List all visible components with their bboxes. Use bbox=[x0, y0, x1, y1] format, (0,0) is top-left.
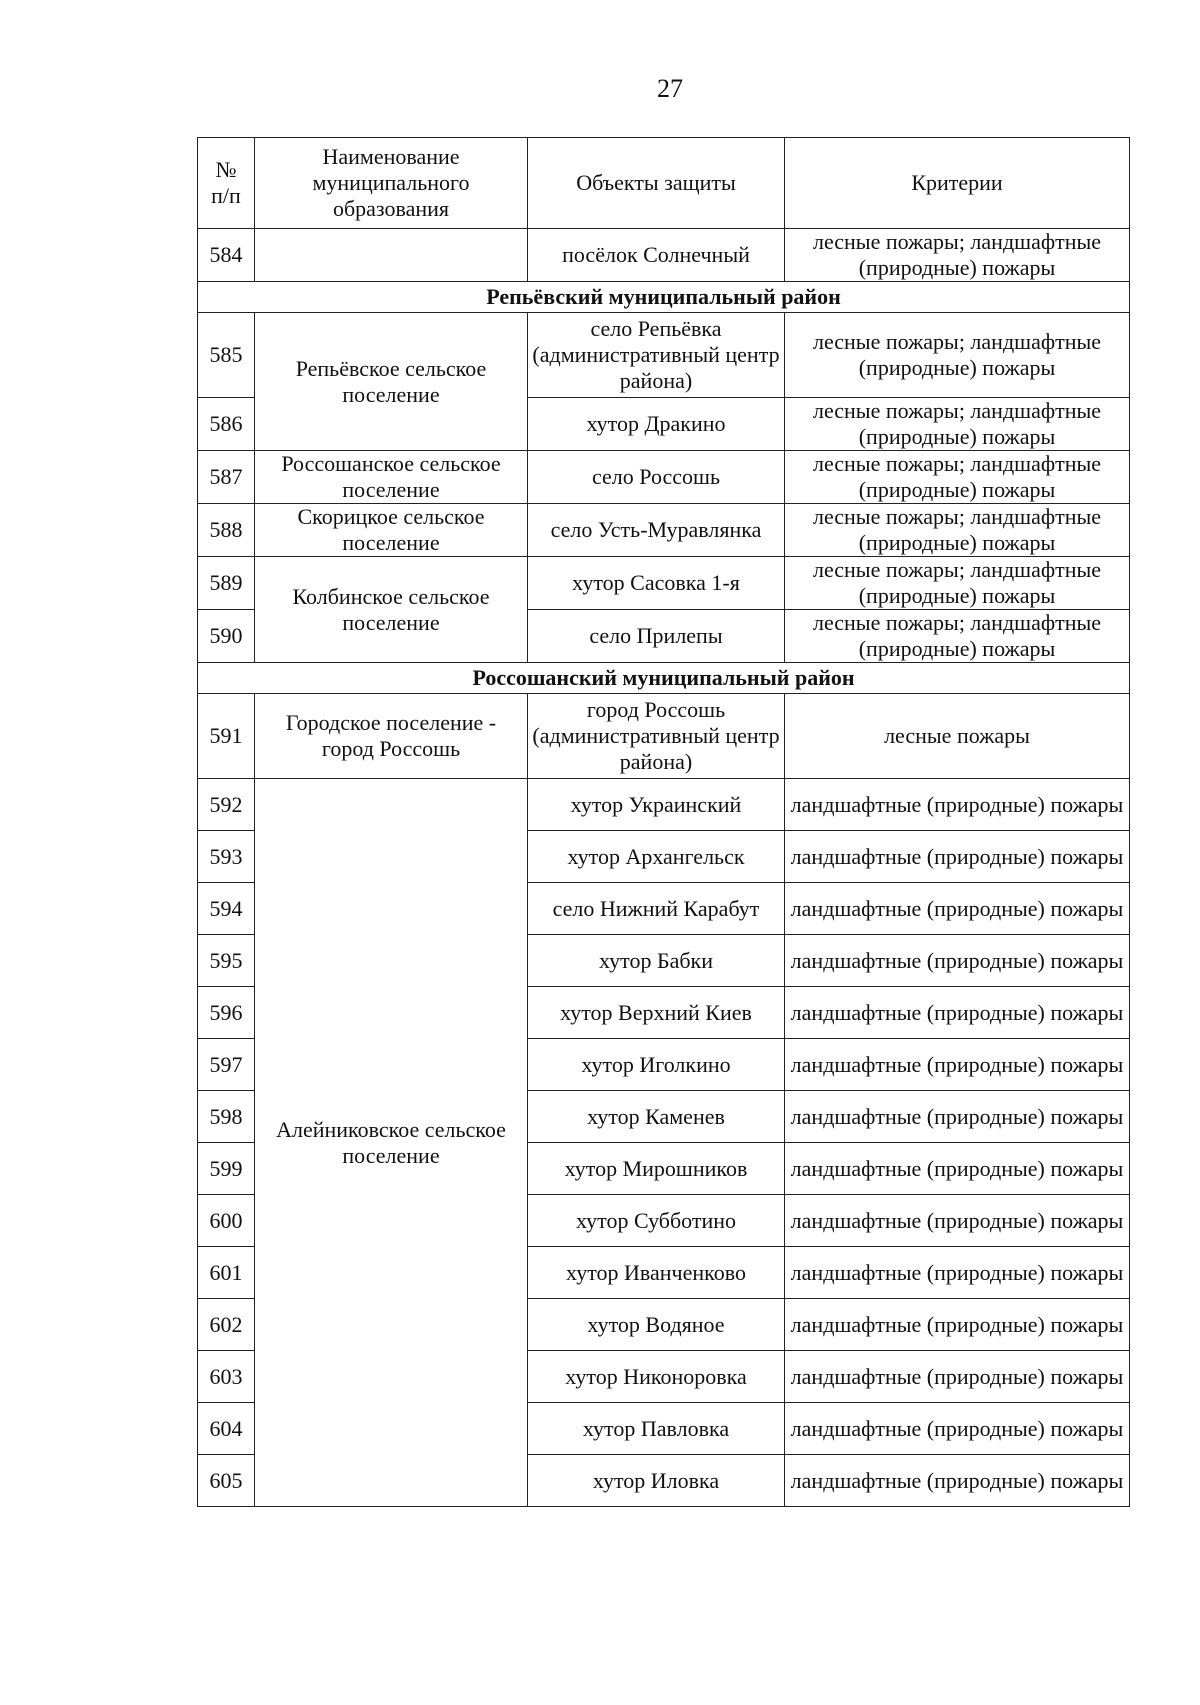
row-number: 605 bbox=[198, 1455, 255, 1507]
row-number: 604 bbox=[198, 1403, 255, 1455]
municipality-cell: Скорицкое сельское поселение bbox=[255, 504, 528, 557]
object-cell: хутор Сасовка 1-я bbox=[528, 557, 785, 610]
table-row bbox=[198, 504, 1130, 557]
criteria-cell: лесные пожары; ландшафтные (природные) пожары bbox=[785, 313, 1130, 398]
object-cell: хутор Водяное bbox=[528, 1299, 785, 1351]
object-cell: село Прилепы bbox=[528, 610, 785, 663]
object-cell: село Нижний Карабут bbox=[528, 883, 785, 935]
object-cell: хутор Верхний Киев bbox=[528, 987, 785, 1039]
row-number: 584 bbox=[198, 229, 255, 282]
municipality-cell: Городское поселение - город Россошь bbox=[255, 694, 528, 779]
criteria-cell: ландшафтные (природные) пожары bbox=[785, 1091, 1130, 1143]
criteria-cell: лесные пожары; ландшафтные (природные) пожары bbox=[785, 398, 1130, 451]
municipality-cell bbox=[255, 229, 528, 282]
criteria-cell: ландшафтные (природные) пожары bbox=[785, 831, 1130, 883]
object-cell: село Усть-Муравлянка bbox=[528, 504, 785, 557]
table-row bbox=[198, 779, 1130, 831]
criteria-cell: ландшафтные (природные) пожары bbox=[785, 1455, 1130, 1507]
row-number: 593 bbox=[198, 831, 255, 883]
row-number: 590 bbox=[198, 610, 255, 663]
criteria-cell: ландшафтные (природные) пожары bbox=[785, 1247, 1130, 1299]
object-cell: хутор Бабки bbox=[528, 935, 785, 987]
page-number: 27 bbox=[657, 74, 683, 103]
municipality-cell: Репьёвское сельское поселение bbox=[255, 313, 528, 451]
row-number: 592 bbox=[198, 779, 255, 831]
row-number: 601 bbox=[198, 1247, 255, 1299]
criteria-cell: лесные пожары bbox=[785, 694, 1130, 779]
object-cell: хутор Павловка bbox=[528, 1403, 785, 1455]
district-row bbox=[198, 282, 1130, 313]
criteria-cell: ландшафтные (природные) пожары bbox=[785, 1299, 1130, 1351]
criteria-cell: ландшафтные (природные) пожары bbox=[785, 1403, 1130, 1455]
row-number: 598 bbox=[198, 1091, 255, 1143]
municipality-cell: Колбинское сельское поселение bbox=[255, 557, 528, 663]
object-cell: хутор Иловка bbox=[528, 1455, 785, 1507]
row-number: 600 bbox=[198, 1195, 255, 1247]
municipality-cell: Алейниковское сельское поселение bbox=[255, 779, 528, 1507]
object-cell: город Россошь (административный центр района) bbox=[528, 694, 785, 779]
row-number: 587 bbox=[198, 451, 255, 504]
row-number: 594 bbox=[198, 883, 255, 935]
row-number: 595 bbox=[198, 935, 255, 987]
object-cell: село Репьёвка (административный центр района) bbox=[528, 313, 785, 398]
row-number: 602 bbox=[198, 1299, 255, 1351]
header-objects: Объекты защиты bbox=[528, 138, 785, 229]
table-row bbox=[198, 229, 1130, 282]
object-cell: хутор Дракино bbox=[528, 398, 785, 451]
table-row bbox=[198, 557, 1130, 610]
criteria-cell: лесные пожары; ландшафтные (природные) пожары bbox=[785, 557, 1130, 610]
criteria-cell: ландшафтные (природные) пожары bbox=[785, 779, 1130, 831]
object-cell: хутор Мирошников bbox=[528, 1143, 785, 1195]
object-cell: хутор Иголкино bbox=[528, 1039, 785, 1091]
criteria-cell: лесные пожары; ландшафтные (природные) пожары bbox=[785, 451, 1130, 504]
protection-objects-table bbox=[197, 137, 1130, 1507]
object-cell: село Россошь bbox=[528, 451, 785, 504]
district-title: Россошанский муниципальный район bbox=[198, 663, 1130, 694]
row-number: 589 bbox=[198, 557, 255, 610]
table-header-row bbox=[198, 138, 1130, 229]
row-number: 586 bbox=[198, 398, 255, 451]
criteria-cell: ландшафтные (природные) пожары bbox=[785, 1351, 1130, 1403]
row-number: 588 bbox=[198, 504, 255, 557]
criteria-cell: ландшафтные (природные) пожары bbox=[785, 883, 1130, 935]
row-number: 596 bbox=[198, 987, 255, 1039]
criteria-cell: ландшафтные (природные) пожары bbox=[785, 987, 1130, 1039]
row-number: 603 bbox=[198, 1351, 255, 1403]
district-title: Репьёвский муниципальный район bbox=[198, 282, 1130, 313]
criteria-cell: ландшафтные (природные) пожары bbox=[785, 1143, 1130, 1195]
row-number: 597 bbox=[198, 1039, 255, 1091]
object-cell: посёлок Солнечный bbox=[528, 229, 785, 282]
object-cell: хутор Иванченково bbox=[528, 1247, 785, 1299]
criteria-cell: ландшафтные (природные) пожары bbox=[785, 935, 1130, 987]
object-cell: хутор Украинский bbox=[528, 779, 785, 831]
criteria-cell: ландшафтные (природные) пожары bbox=[785, 1039, 1130, 1091]
municipality-cell: Россошанское сельское поселение bbox=[255, 451, 528, 504]
row-number: 585 bbox=[198, 313, 255, 398]
table-row bbox=[198, 313, 1130, 398]
header-num: № п/п bbox=[198, 138, 255, 229]
header-criteria: Критерии bbox=[785, 138, 1130, 229]
row-number: 591 bbox=[198, 694, 255, 779]
object-cell: хутор Субботино bbox=[528, 1195, 785, 1247]
table-row bbox=[198, 451, 1130, 504]
object-cell: хутор Архангельск bbox=[528, 831, 785, 883]
object-cell: хутор Каменев bbox=[528, 1091, 785, 1143]
criteria-cell: лесные пожары; ландшафтные (природные) пожары bbox=[785, 229, 1130, 282]
header-municipality: Наименование муниципального образования bbox=[255, 138, 528, 229]
table-row bbox=[198, 694, 1130, 779]
object-cell: хутор Никоноровка bbox=[528, 1351, 785, 1403]
district-row bbox=[198, 663, 1130, 694]
criteria-cell: лесные пожары; ландшафтные (природные) пожары bbox=[785, 504, 1130, 557]
criteria-cell: лесные пожары; ландшафтные (природные) пожары bbox=[785, 610, 1130, 663]
criteria-cell: ландшафтные (природные) пожары bbox=[785, 1195, 1130, 1247]
row-number: 599 bbox=[198, 1143, 255, 1195]
